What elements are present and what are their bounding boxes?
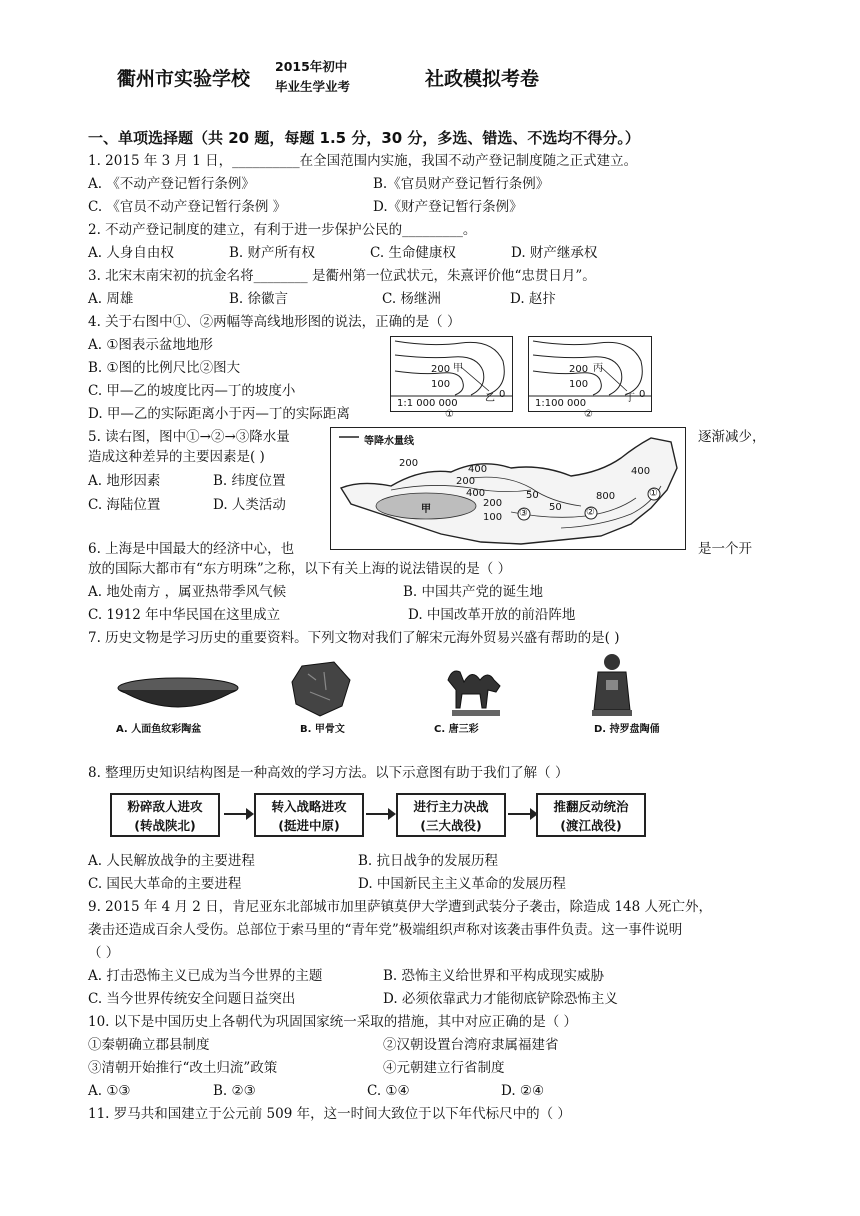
precipitation-map <box>330 427 686 550</box>
question-9-option-b: B. 恐怖主义给世界和平构成现实威胁 <box>383 968 605 984</box>
contour-1-label-zero: 0 <box>499 389 506 400</box>
flowchart-box-4-line1: 推翻反动统治 <box>553 799 629 814</box>
painted-pottery-basin-image <box>116 676 240 720</box>
question-10-option-b: B. ②③ <box>213 1083 256 1099</box>
question-3-option-a: A. 周雄 <box>88 291 134 307</box>
contour-2-label-zero: 0 <box>639 389 646 400</box>
question-5-stem-2: 造成这种差异的主要因素是( ) <box>88 449 265 465</box>
question-7-stem: 7. 历史文物是学习历史的重要资料。下列文物对我们了解宋元海外贸易兴盛有帮助的是( ) <box>88 630 620 646</box>
flowchart-box-2-line2: (挺进中原) <box>278 818 340 833</box>
contour-map-1 <box>390 336 513 412</box>
section-title: 一、单项选择题（共 20 题，每题 1.5 分，30 分，多选、错选、不选均不得分。） <box>88 129 640 147</box>
map-legend-label: 等降水量线 <box>364 436 414 447</box>
flowchart-box-2-line1: 转入战略进攻 <box>271 799 347 814</box>
question-1-option-c: C. 《官员不动产登记暂行条例 》 <box>88 199 287 215</box>
question-10-option-a: A. ①③ <box>88 1083 131 1099</box>
flowchart-arrow-icon <box>224 813 252 815</box>
question-3-option-d: D. 赵抃 <box>510 291 556 307</box>
question-9-option-a: A. 打击恐怖主义已成为当今世界的主题 <box>88 968 323 984</box>
contour-1-label-200: 200 <box>431 364 451 375</box>
question-1-stem: 1. 2015 年 3 月 1 日，__________在全国范围内实施，我国不动产登记制度随之正式建立。 <box>88 153 638 169</box>
exam-year-line1: 2015年初中 <box>275 59 348 74</box>
question-9-line-3: （ ） <box>88 945 120 961</box>
question-4-option-d: D. 甲—乙的实际距离小于丙—丁的实际距离 <box>88 406 350 422</box>
question-10-item-2: ②汉朝设置台湾府隶属福建省 <box>383 1037 559 1053</box>
contour-2-label-ding: 丁 <box>625 393 635 404</box>
question-10-item-4: ④元朝建立行省制度 <box>383 1060 505 1076</box>
question-6-stem-2: 放的国际大都市有“东方明珠”之称，以下有关上海的说法错误的是（ ） <box>88 561 512 577</box>
flowchart-box-3 <box>396 793 506 837</box>
map-label-1: 200 <box>399 458 419 469</box>
contour-1-scale: 1:1 000 000 <box>397 398 458 409</box>
contour-map-2 <box>528 336 652 412</box>
question-6-stem-left: 6. 上海是中国最大的经济中心，也 <box>88 541 295 557</box>
contour-2-label-100: 100 <box>569 379 589 390</box>
question-2-option-b: B. 财产所有权 <box>229 245 316 261</box>
question-10-stem: 10. 以下是中国历史上各朝代为巩固国家统一采取的措施，其中对应正确的是（ ） <box>88 1014 578 1030</box>
question-5-stem-left: 5. 读右图，图中①→②→③降水量 <box>88 429 290 445</box>
question-10-option-d: D. ②④ <box>501 1083 545 1099</box>
question-2-option-c: C. 生命健康权 <box>370 245 456 261</box>
tang-sancai-camel-image <box>438 658 510 718</box>
contour-1-label-yi: 乙 <box>485 393 495 404</box>
flowchart-box-3-line1: 进行主力决战 <box>413 799 489 814</box>
question-2-option-d: D. 财产继承权 <box>511 245 598 261</box>
question-2-option-a: A. 人身自由权 <box>88 245 174 261</box>
question-8-option-c: C. 国民大革命的主要进程 <box>88 876 242 892</box>
flowchart-box-1-line1: 粉碎敌人进攻 <box>127 799 203 814</box>
question-5-option-c: C. 海陆位置 <box>88 497 161 513</box>
question-5-option-d: D. 人类活动 <box>213 497 286 513</box>
exam-year-line2: 毕业生学业考 <box>275 79 351 94</box>
artifact-caption-d: D. 持罗盘陶俑 <box>594 724 660 735</box>
question-3-option-b: B. 徐徽言 <box>229 291 289 307</box>
question-2-stem: 2. 不动产登记制度的建立，有利于进一步保护公民的_________。 <box>88 222 477 238</box>
oracle-bone-image <box>290 660 354 718</box>
map-label-circle-3: ③ <box>519 508 528 519</box>
question-9-line-2: 袭击还造成百余人受伤。总部位于索马里的“青年党”极端组织声称对该袭击事件负责。这一事件说明 <box>88 922 683 938</box>
question-3-stem: 3. 北宋末南宋初的抗金名将________ 是衢州第一位武状元，朱熹评价他“忠贯日月”。 <box>88 268 596 284</box>
question-9-option-d: D. 必须依靠武力才能彻底铲除恐怖主义 <box>383 991 618 1007</box>
question-6-option-d: D. 中国改革开放的前沿阵地 <box>408 607 576 623</box>
map-label-circle-1: ① <box>649 488 658 499</box>
flowchart-box-1 <box>110 793 220 837</box>
question-10-item-3: ③清朝开始推行“改土归流”政策 <box>88 1060 278 1076</box>
contour-1-label-jia: 甲 <box>453 363 463 374</box>
question-5-option-b: B. 纬度位置 <box>213 473 286 489</box>
question-8-option-a: A. 人民解放战争的主要进程 <box>88 853 255 869</box>
question-8-stem: 8. 整理历史知识结构图是一种高效的学习方法。以下示意图有助于我们了解（ ） <box>88 765 569 781</box>
map-label-4: 400 <box>466 488 486 499</box>
contour-2-number: ② <box>584 409 593 420</box>
question-5-stem-right: 逐渐减少， <box>698 429 766 445</box>
artifact-caption-a: A. 人面鱼纹彩陶盆 <box>116 724 202 735</box>
question-9-line-1: 9. 2015 年 4 月 2 日，肯尼亚东北部城市加里萨镇莫伊大学遭到武装分子袭击，除造成 148 人死亡外， <box>88 899 713 915</box>
flowchart-arrow-icon <box>366 813 394 815</box>
map-label-6: 50 <box>526 490 539 501</box>
artifact-caption-c: C. 唐三彩 <box>434 724 479 735</box>
exam-subject: 社政模拟考卷 <box>425 68 540 90</box>
map-label-9: 400 <box>631 466 651 477</box>
map-label-2: 400 <box>468 464 488 475</box>
question-1-option-b: B.《官员财产登记暂行条例》 <box>373 176 550 192</box>
flowchart-box-2 <box>254 793 364 837</box>
question-6-option-a: A. 地处南方 ，属亚热带季风气候 <box>88 584 287 600</box>
flowchart-box-1-line2: (转战陕北) <box>134 818 196 833</box>
question-6-stem-right: 是一个开 <box>698 541 752 557</box>
map-label-10: 50 <box>549 502 562 513</box>
question-1-option-a: A. 《不动产登记暂行条例》 <box>88 176 255 192</box>
question-11-stem: 11. 罗马共和国建立于公元前 509 年，这一时间大致位于以下年代标尺中的（ ） <box>88 1106 571 1122</box>
school-name: 衢州市实验学校 <box>117 68 251 90</box>
map-label-5: 800 <box>596 491 616 502</box>
artifact-caption-b: B. 甲骨文 <box>300 724 345 735</box>
question-9-option-c: C. 当今世界传统安全问题日益突出 <box>88 991 296 1007</box>
flowchart-box-3-line2: (三大战役) <box>420 818 482 833</box>
question-10-option-c: C. ①④ <box>367 1083 410 1099</box>
question-4-stem: 4. 关于右图中①、②两幅等高线地形图的说法，正确的是（ ） <box>88 314 461 330</box>
question-5-option-a: A. 地形因素 <box>88 473 161 489</box>
map-label-7: 200 <box>483 498 503 509</box>
flowchart-box-4 <box>536 793 646 837</box>
contour-1-label-100: 100 <box>431 379 451 390</box>
map-label-jia: 甲 <box>421 504 431 515</box>
question-4-option-b: B. ①图的比例尺比②图大 <box>88 360 241 376</box>
question-6-option-c: C. 1912 年中华民国在这里成立 <box>88 607 281 623</box>
contour-2-scale: 1:100 000 <box>535 398 587 409</box>
question-10-item-1: ①秦朝确立郡县制度 <box>88 1037 210 1053</box>
contour-2-label-200: 200 <box>569 364 589 375</box>
compass-figurine-image <box>582 652 642 718</box>
question-3-option-c: C. 杨继洲 <box>382 291 441 307</box>
flowchart-arrow-icon <box>508 813 536 815</box>
question-1-option-d: D.《财产登记暂行条例》 <box>373 199 523 215</box>
flowchart-box-4-line2: (渡江战役) <box>560 818 622 833</box>
question-6-option-b: B. 中国共产党的诞生地 <box>403 584 544 600</box>
question-8-option-d: D. 中国新民主主义革命的发展历程 <box>358 876 566 892</box>
map-label-3: 200 <box>456 476 476 487</box>
map-label-8: 100 <box>483 512 503 523</box>
question-4-option-c: C. 甲—乙的坡度比丙—丁的坡度小 <box>88 383 296 399</box>
map-label-circle-2: ② <box>586 507 595 518</box>
contour-2-label-bing: 丙 <box>593 363 603 374</box>
question-8-option-b: B. 抗日战争的发展历程 <box>358 853 499 869</box>
question-4-option-a: A. ①图表示盆地地形 <box>88 337 213 353</box>
contour-1-number: ① <box>445 409 454 420</box>
